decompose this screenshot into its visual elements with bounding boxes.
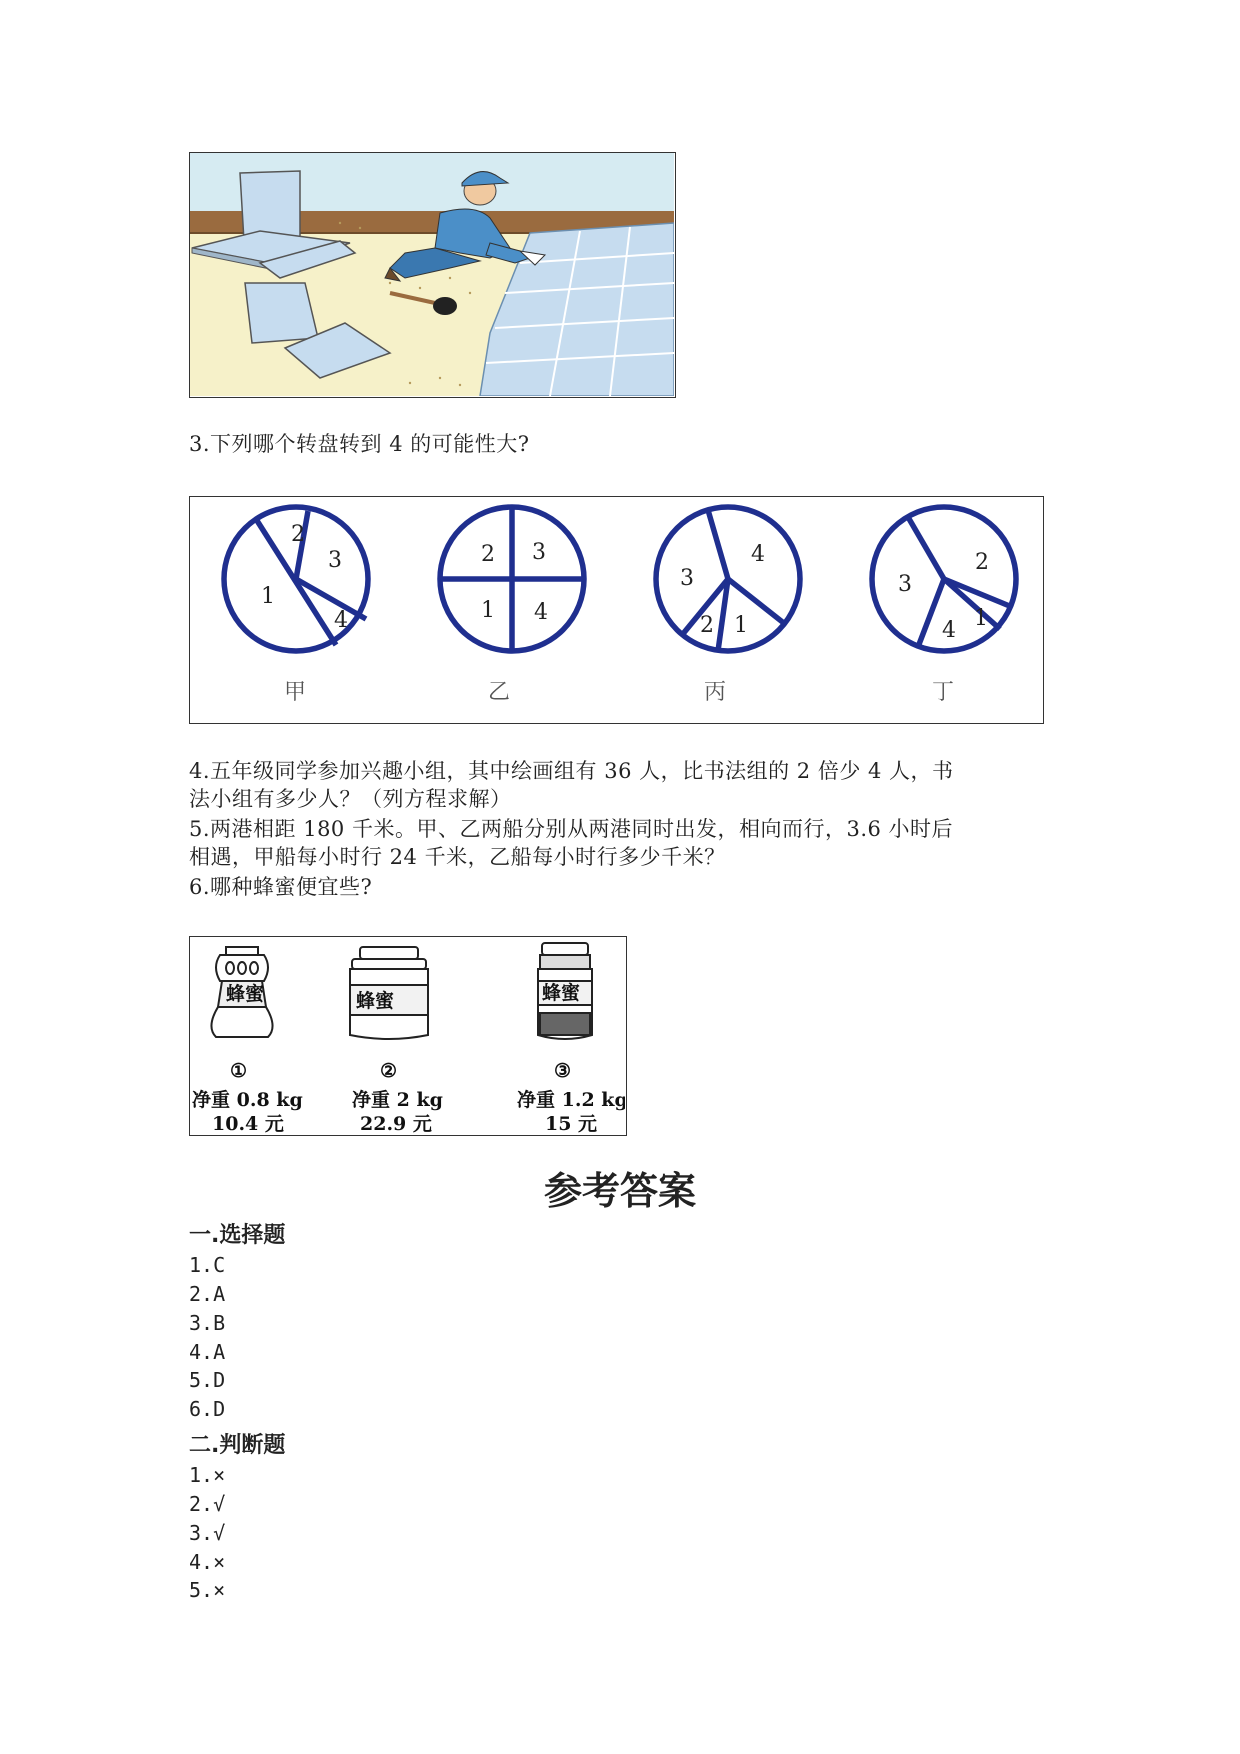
honey-jar-3-label: 蜂蜜 xyxy=(542,982,581,1004)
question-4-line-1: 4.五年级同学参加兴趣小组，其中绘画组有 36 人，比书法组的 2 倍少 4 人，书 xyxy=(189,759,954,783)
honey-1-weight: 净重 0.8 kg xyxy=(192,1089,303,1111)
choice-answer-4: 4.A xyxy=(189,1340,226,1364)
honey-3-price: 15 元 xyxy=(545,1113,598,1134)
spinner-ding-sector-4: 4 xyxy=(942,618,956,643)
honey-3-weight: 净重 1.2 kg xyxy=(517,1089,625,1111)
section-judge-heading: 二.判断题 xyxy=(189,1433,286,1458)
section-choice-heading: 一.选择题 xyxy=(189,1223,286,1248)
judge-answer-2: 2.√ xyxy=(189,1492,226,1516)
honey-jar-1-label: 蜂蜜 xyxy=(226,983,265,1005)
spinners-svg xyxy=(190,497,1042,722)
worker-laying-tiles-image xyxy=(190,153,674,396)
spinner-yi-sector-1: 1 xyxy=(481,598,495,623)
spinner-ding-sector-3: 3 xyxy=(898,572,912,597)
honey-2-weight: 净重 2 kg xyxy=(352,1089,443,1111)
spinner-bing-sector-4: 4 xyxy=(751,542,765,567)
judge-answer-1: 1.× xyxy=(189,1463,226,1487)
spinner-bing-label: 丙 xyxy=(704,680,727,705)
honey-3-index: ③ xyxy=(554,1060,572,1082)
spinner-bing-sector-2: 2 xyxy=(700,613,714,638)
spinner-yi-sector-3: 3 xyxy=(532,540,546,565)
judge-answer-5: 5.× xyxy=(189,1578,226,1602)
choice-answer-5: 5.D xyxy=(189,1368,226,1392)
honey-1-index: ① xyxy=(230,1060,248,1082)
spinner-yi-sector-2: 2 xyxy=(481,542,495,567)
question-5-line-1: 5.两港相距 180 千米。甲、乙两船分别从两港同时出发，相向而行，3.6 小时后 xyxy=(189,817,954,841)
choice-answer-3: 3.B xyxy=(189,1311,226,1335)
spinner-bing-sector-1: 1 xyxy=(734,613,748,638)
spinners-figure xyxy=(189,496,1044,724)
answers-title: 参考答案 xyxy=(543,1168,696,1213)
spinner-jia-label: 甲 xyxy=(284,680,307,705)
spinner-ding-sector-1: 1 xyxy=(974,606,988,631)
spinner-yi-sector-4: 4 xyxy=(534,600,548,625)
honey-figure xyxy=(189,936,627,1136)
choice-answer-2: 2.A xyxy=(189,1282,226,1306)
spinner-ding-sector-2: 2 xyxy=(975,550,989,575)
spinner-jia-sector-4: 4 xyxy=(334,608,348,633)
honey-2-index: ② xyxy=(380,1060,398,1082)
honey-jar-2-label: 蜂蜜 xyxy=(356,990,395,1012)
question-4-line-2: 法小组有多少人？（列方程求解） xyxy=(189,787,512,811)
question-5-line-2: 相遇，甲船每小时行 24 千米，乙船每小时行多少千米？ xyxy=(189,845,726,869)
honey-2-price: 22.9 元 xyxy=(360,1113,432,1134)
honey-jars-svg xyxy=(190,937,625,1134)
spinner-jia-sector-1: 1 xyxy=(261,584,275,609)
spinner-jia-sector-2: 2 xyxy=(291,522,305,547)
question-6: 6.哪种蜂蜜便宜些? xyxy=(189,875,373,899)
spinner-bing-sector-3: 3 xyxy=(680,566,694,591)
tiling-illustration xyxy=(189,152,676,398)
spinner-jia-sector-3: 3 xyxy=(328,548,342,573)
judge-answer-3: 3.√ xyxy=(189,1521,226,1545)
spinner-yi-label: 乙 xyxy=(488,680,511,705)
judge-answer-4: 4.× xyxy=(189,1550,226,1574)
question-3: 3.下列哪个转盘转到 4 的可能性大? xyxy=(189,432,530,456)
choice-answer-1: 1.C xyxy=(189,1253,226,1277)
choice-answer-6: 6.D xyxy=(189,1397,226,1421)
honey-1-price: 10.4 元 xyxy=(212,1113,284,1134)
spinner-ding-label: 丁 xyxy=(932,680,955,705)
